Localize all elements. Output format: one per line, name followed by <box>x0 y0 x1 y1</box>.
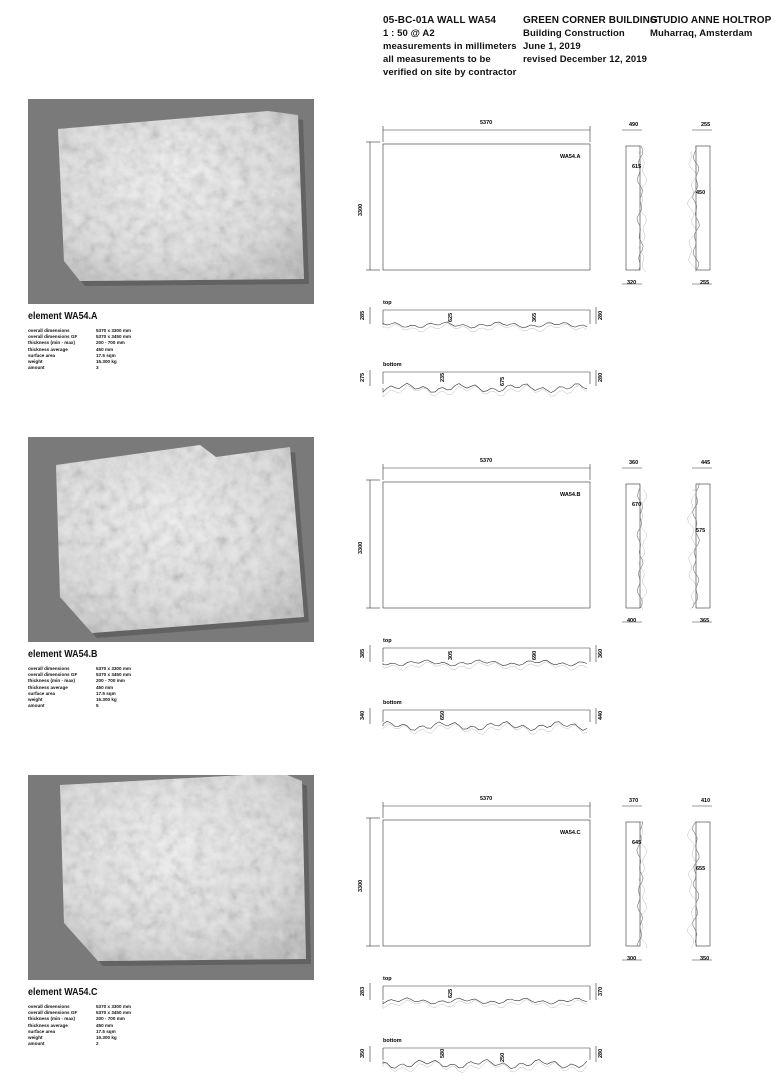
bottom-mid-dimension: 235 <box>440 372 446 382</box>
side1-bottom-dimension: 320 <box>627 280 637 286</box>
side1-top-dimension: 490 <box>629 122 639 128</box>
spec-value: 17.5 sqm <box>96 1028 116 1034</box>
top-section-profile <box>383 998 587 1004</box>
element-technical-drawing <box>340 450 740 745</box>
element-photo <box>28 775 314 980</box>
spec-label: surface area <box>28 1028 56 1034</box>
bottom-left-dimension: 350 <box>360 1048 366 1058</box>
height-dimension: 3300 <box>358 879 364 892</box>
spec-value: 15.300 kg <box>96 1035 117 1041</box>
spec-label: thickness (min - max) <box>28 340 75 346</box>
side1-bottom-dimension: 400 <box>627 618 637 624</box>
spec-value: 200 - 700 mm <box>96 678 125 684</box>
spec-label: thickness average <box>28 346 68 352</box>
bottom-section-profile <box>383 1059 587 1068</box>
spec-label: amount <box>28 703 45 709</box>
phase-name: Building Construction <box>523 28 625 39</box>
side2-top-dimension: 445 <box>701 460 711 466</box>
sheet-title: 05-BC-01A WALL WA54 <box>383 15 497 26</box>
element-spec-table <box>28 666 131 709</box>
top-left-dimension: 385 <box>360 648 366 658</box>
spec-label: amount <box>28 1041 45 1047</box>
side1-mid-dimension: 615 <box>632 164 642 170</box>
element-technical-drawing <box>340 112 740 407</box>
bottom-mid2-dimension: 250 <box>500 1052 506 1062</box>
top-section-label: top <box>383 976 392 982</box>
spec-value: 15.300 kg <box>96 697 117 703</box>
spec-value: 450 mm <box>96 684 114 690</box>
side1-bottom-dimension: 300 <box>627 956 637 962</box>
element-tag: WA54.C <box>560 830 581 836</box>
spec-label: thickness (min - max) <box>28 1016 75 1022</box>
spec-label: overall dimensions GF <box>28 1010 78 1016</box>
spec-value: 5370 x 3300 mm <box>96 328 131 333</box>
side2-top-dimension: 410 <box>701 798 711 804</box>
spec-value: 5 <box>96 703 99 709</box>
element-name: element WA54.C <box>28 986 98 998</box>
front-elevation <box>383 820 590 946</box>
spec-label: overall dimensions <box>28 328 70 333</box>
element-name: element WA54.B <box>28 648 98 660</box>
verify-note-2: verified on site by contractor <box>383 67 517 78</box>
issue-date: June 1, 2019 <box>523 41 581 52</box>
units-note: measurements in millimeters <box>383 41 517 52</box>
side2-bottom-dimension: 255 <box>700 280 710 286</box>
spec-label: weight <box>28 697 43 703</box>
side-profile-2 <box>696 146 710 270</box>
bottom-section-label: bottom <box>383 362 402 368</box>
width-dimension: 5370 <box>480 458 493 464</box>
spec-value: 2 <box>96 1041 99 1047</box>
top-right-dimension: 360 <box>598 648 604 658</box>
side2-mid-dimension: 575 <box>696 528 706 534</box>
bottom-section-label: bottom <box>383 1038 402 1044</box>
front-elevation <box>383 144 590 270</box>
spec-label: overall dimensions GF <box>28 334 78 340</box>
bottom-mid-dimension: 650 <box>440 710 446 720</box>
spec-label: surface area <box>28 690 56 696</box>
element-photo <box>28 99 314 304</box>
verify-note-1: all measurements to be <box>383 54 491 65</box>
spec-label: weight <box>28 1035 43 1041</box>
element-name: element WA54.A <box>28 310 98 322</box>
top-right-dimension: 370 <box>598 986 604 996</box>
element-spec-table <box>28 328 131 371</box>
bottom-right-dimension: 440 <box>598 710 604 720</box>
top-section-label: top <box>383 300 392 306</box>
spec-value: 200 - 700 mm <box>96 340 125 346</box>
top-mid-dimension: 625 <box>448 988 454 998</box>
element-photo <box>28 437 314 642</box>
side2-mid-dimension: 655 <box>696 866 706 872</box>
spec-value: 450 mm <box>96 346 114 352</box>
top-section-profile <box>383 322 587 328</box>
bottom-right-dimension: 280 <box>598 372 604 382</box>
studio-name: STUDIO ANNE HOLTROP <box>650 15 772 26</box>
height-dimension: 3300 <box>358 203 364 216</box>
spec-value: 5370 x 3450 mm <box>96 334 131 340</box>
front-elevation <box>383 482 590 608</box>
side1-mid-dimension: 645 <box>632 840 642 846</box>
side2-top-dimension: 255 <box>701 122 711 128</box>
bottom-mid-dimension: 580 <box>440 1048 446 1058</box>
spec-label: overall dimensions <box>28 1004 70 1009</box>
side1-top-dimension: 360 <box>629 460 639 466</box>
element-tag: WA54.B <box>560 492 581 498</box>
spec-label: overall dimensions GF <box>28 672 78 678</box>
side2-bottom-dimension: 350 <box>700 956 710 962</box>
bottom-left-dimension: 340 <box>360 710 366 720</box>
scale-note: 1 : 50 @ A2 <box>383 28 435 39</box>
top-left-dimension: 285 <box>360 310 366 320</box>
side2-mid-dimension: 450 <box>696 190 706 196</box>
top-mid2-dimension: 365 <box>532 312 538 322</box>
spec-label: thickness (min - max) <box>28 678 75 684</box>
spec-label: thickness average <box>28 684 68 690</box>
spec-value: 450 mm <box>96 1022 114 1028</box>
spec-value: 5370 x 3450 mm <box>96 1010 131 1016</box>
revision-date: revised December 12, 2019 <box>523 54 647 65</box>
element-technical-drawing <box>340 788 740 1083</box>
element-tag: WA54.A <box>560 154 581 160</box>
spec-value: 15.300 kg <box>96 359 117 365</box>
header-building-block <box>523 14 658 66</box>
bottom-right-dimension: 280 <box>598 1048 604 1058</box>
width-dimension: 5370 <box>480 796 493 802</box>
top-mid-dimension: 625 <box>448 312 454 322</box>
header-project-block <box>383 14 517 79</box>
header-studio-block <box>650 14 771 40</box>
bottom-left-dimension: 275 <box>360 372 366 382</box>
height-dimension: 3300 <box>358 541 364 554</box>
spec-label: surface area <box>28 352 56 358</box>
spec-label: amount <box>28 365 45 371</box>
top-section-label: top <box>383 638 392 644</box>
side2-bottom-dimension: 365 <box>700 618 710 624</box>
spec-value: 17.5 sqm <box>96 352 116 358</box>
width-dimension: 5370 <box>480 120 493 126</box>
spec-value: 5370 x 3300 mm <box>96 666 131 671</box>
spec-value: 5370 x 3450 mm <box>96 672 131 678</box>
spec-value: 3 <box>96 365 99 371</box>
spec-row-amount <box>28 365 131 371</box>
side1-mid-dimension: 670 <box>632 502 642 508</box>
side1-top-dimension: 370 <box>629 798 639 804</box>
top-mid-dimension: 305 <box>448 650 454 660</box>
studio-location: Muharraq, Amsterdam <box>650 28 753 39</box>
spec-label: thickness average <box>28 1022 68 1028</box>
spec-row-amount <box>28 1041 131 1047</box>
side-profile-2 <box>696 822 710 946</box>
spec-value: 17.5 sqm <box>96 690 116 696</box>
bottom-section-profile <box>383 721 587 731</box>
building-name: GREEN CORNER BUILDING <box>523 15 658 26</box>
side-profile-2 <box>696 484 710 608</box>
bottom-section-profile <box>383 383 587 393</box>
spec-value: 200 - 700 mm <box>96 1016 125 1022</box>
top-left-dimension: 283 <box>360 986 366 996</box>
bottom-section-label: bottom <box>383 700 402 706</box>
spec-row-amount <box>28 703 131 709</box>
spec-label: weight <box>28 359 43 365</box>
top-mid2-dimension: 690 <box>532 650 538 660</box>
bottom-mid2-dimension: 675 <box>500 376 506 386</box>
spec-value: 5370 x 3300 mm <box>96 1004 131 1009</box>
top-right-dimension: 280 <box>598 310 604 320</box>
element-spec-table <box>28 1004 131 1047</box>
spec-label: overall dimensions <box>28 666 70 671</box>
